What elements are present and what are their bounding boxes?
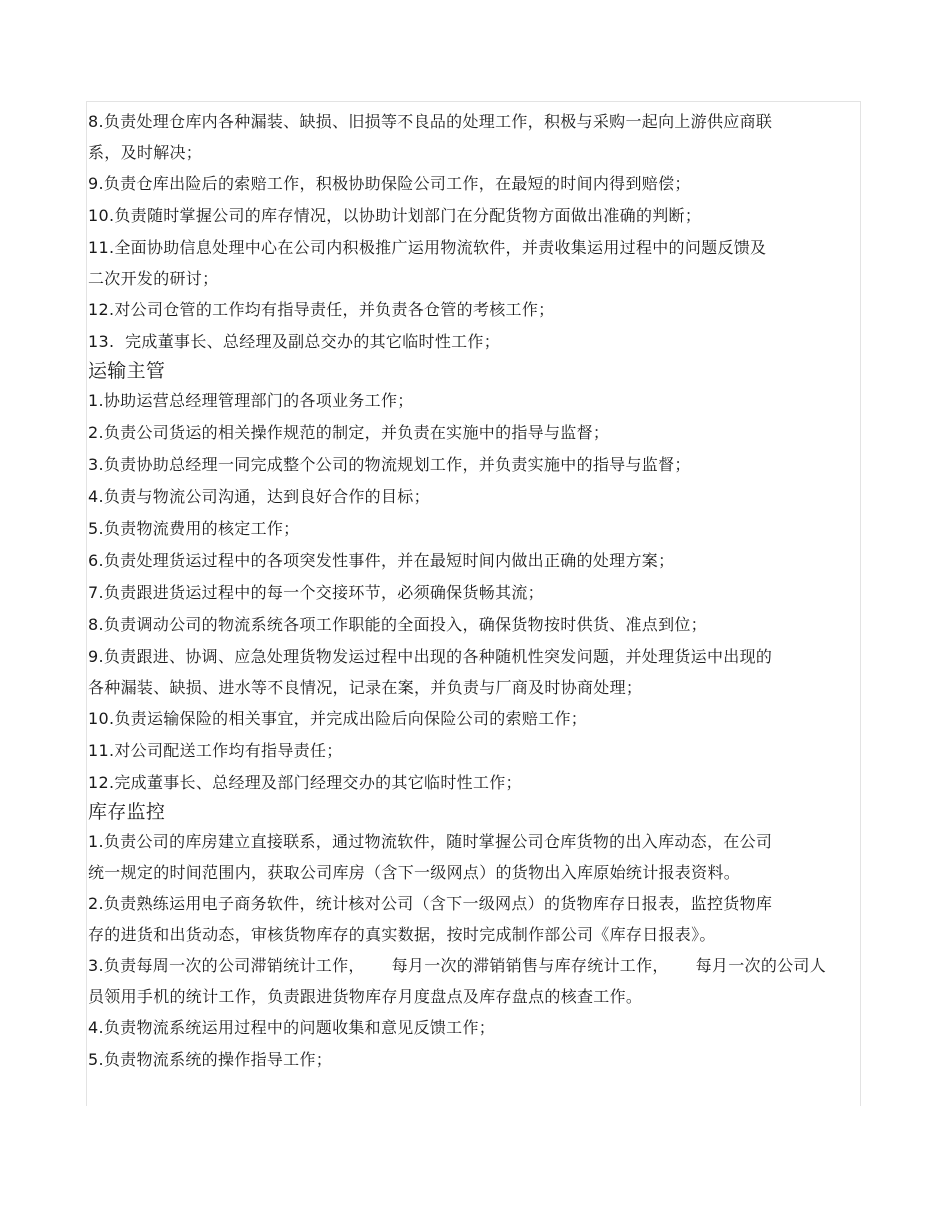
section-heading-inventory: 库存监控 [88,801,166,823]
list-item-continuation: 二次开发的研讨； [88,269,219,288]
section-warehouse-continued [88,106,858,358]
list-item-continuation: 存的进货和出货动态，审核货物库存的真实数据，按时完成制作部公司《库存日报表》。 [88,925,716,944]
document-body [88,106,858,1076]
list-item: 11.对公司配送工作均有指导责任； [88,741,343,760]
list-item: 9.负责仓库出险后的索赔工作，积极协助保险公司工作，在最短的时间内得到赔偿； [88,174,691,193]
list-item: 2.负责熟练运用电子商务软件，统计核对公司（含下一级网点）的货物库存日报表，监控货物库 [88,894,773,913]
list-item: 10.负责运输保险的相关事宜，并完成出险后向保险公司的索赔工作； [88,709,588,728]
list-item: 1.协助运营总经理管理部门的各项业务工作； [88,391,414,410]
list-item-continuation: 统一规定的时间范围内，获取公司库房（含下一级网点）的货物出入库原始统计报表资料。 [88,863,741,882]
list-item: 5.负责物流系统的操作指导工作； [88,1050,333,1069]
list-item: 3.负责每周一次的公司滞销统计工作， 每月一次的滞销销售与库存统计工作， 每月一次的公司人 [88,956,827,975]
list-item: 7.负责跟进货运过程中的每一个交接环节，必须确保货畅其流； [88,583,544,602]
list-item: 5.负责物流费用的核定工作； [88,519,300,538]
section-inventory [88,826,858,1076]
list-item: 12.对公司仓管的工作均有指导责任，并负责各仓管的考核工作； [88,300,555,319]
list-item: 11.全面协助信息处理中心在公司内积极推广运用物流软件，并责收集运用过程中的问题反馈及 [88,238,767,257]
section-heading-transport: 运输主管 [88,360,166,382]
list-item: 6.负责处理货运过程中的各项突发性事件，并在最短时间内做出正确的处理方案； [88,551,675,570]
list-item: 12.完成董事长、总经理及部门经理交办的其它临时性工作； [88,773,522,792]
list-item: 8.负责处理仓库内各种漏装、缺损、旧损等不良品的处理工作，积极与采购一起向上游供应商联 [88,112,773,131]
list-item: 9.负责跟进、协调、应急处理货物发运过程中出现的各种随机性突发问题，并处理货运中出现的 [88,647,773,666]
list-item: 10.负责随时掌握公司的库存情况，以协助计划部门在分配货物方面做出准确的判断； [88,206,702,225]
list-item: 3.负责协助总经理一同完成整个公司的物流规划工作，并负责实施中的指导与监督； [88,455,691,474]
list-item: 13. 完成董事长、总经理及副总交办的其它临时性工作； [88,332,501,351]
list-item: 2.负责公司货运的相关操作规范的制定，并负责在实施中的指导与监督； [88,423,610,442]
list-item-continuation: 各种漏装、缺损、进水等不良情况，记录在案，并负责与厂商及时协商处理； [88,678,643,697]
list-item: 1.负责公司的库房建立直接联系，通过物流软件，随时掌握公司仓库货物的出入库动态，在公司 [88,832,773,851]
list-item: 4.负责物流系统运用过程中的问题收集和意见反馈工作； [88,1018,496,1037]
list-item: 8.负责调动公司的物流系统各项工作职能的全面投入，确保货物按时供货、准点到位； [88,615,707,634]
section-transport [88,385,858,799]
list-item: 4.负责与物流公司沟通，达到良好合作的目标； [88,487,430,506]
list-item-continuation: 员领用手机的统计工作，负责跟进货物库存月度盘点及库存盘点的核查工作。 [88,987,643,1006]
list-item-continuation: 系，及时解决； [88,143,203,162]
